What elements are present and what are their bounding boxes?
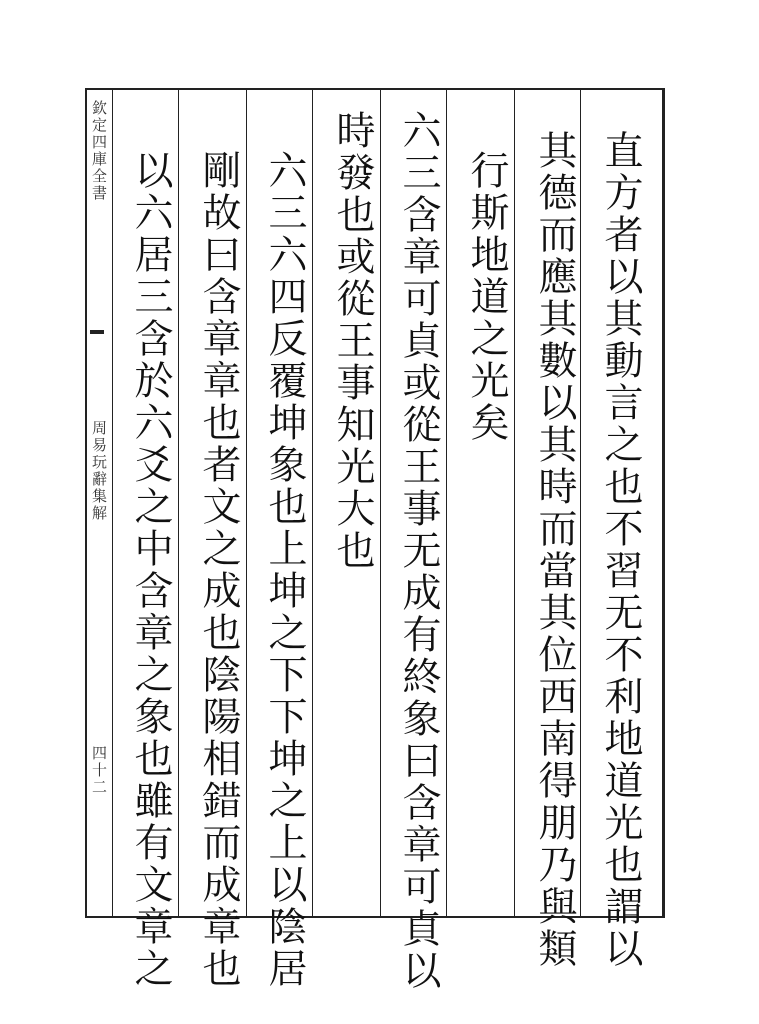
column-rule — [112, 88, 113, 918]
text-column-4: 六三含章可貞或從王事无成有終象曰含章可貞以 — [396, 110, 441, 992]
text-column-6: 六三六四反覆坤象也上坤之下下坤之上以陰居 — [262, 150, 307, 990]
margin-page-number: 四十二 — [90, 745, 108, 796]
text-column-3: 行斯地道之光矣 — [464, 150, 509, 444]
margin-title: 欽定四庫全書 — [90, 100, 108, 202]
column-rule — [380, 88, 381, 918]
text-column-2: 其德而應其數以其時而當其位西南得朋乃與類 — [532, 130, 577, 970]
column-rule — [580, 88, 581, 918]
column-rule — [446, 88, 447, 918]
margin-book-title: 周易玩辭集解 — [90, 420, 108, 522]
text-column-7: 剛故曰含章章也者文之成也陰陽相錯而成章也 — [196, 150, 241, 990]
fish-tail-mark — [90, 330, 104, 344]
column-rule — [514, 88, 515, 918]
text-column-5: 時發也或從王事知光大也 — [330, 110, 375, 572]
column-rule — [178, 88, 179, 918]
text-column-1: 直方者以其動言之也不習无不利地道光也謂以 — [598, 130, 643, 970]
text-column-8: 以六居三含於六爻之中含章之象也雖有文章之 — [128, 150, 173, 990]
column-rule — [312, 88, 313, 918]
column-rule — [246, 88, 247, 918]
